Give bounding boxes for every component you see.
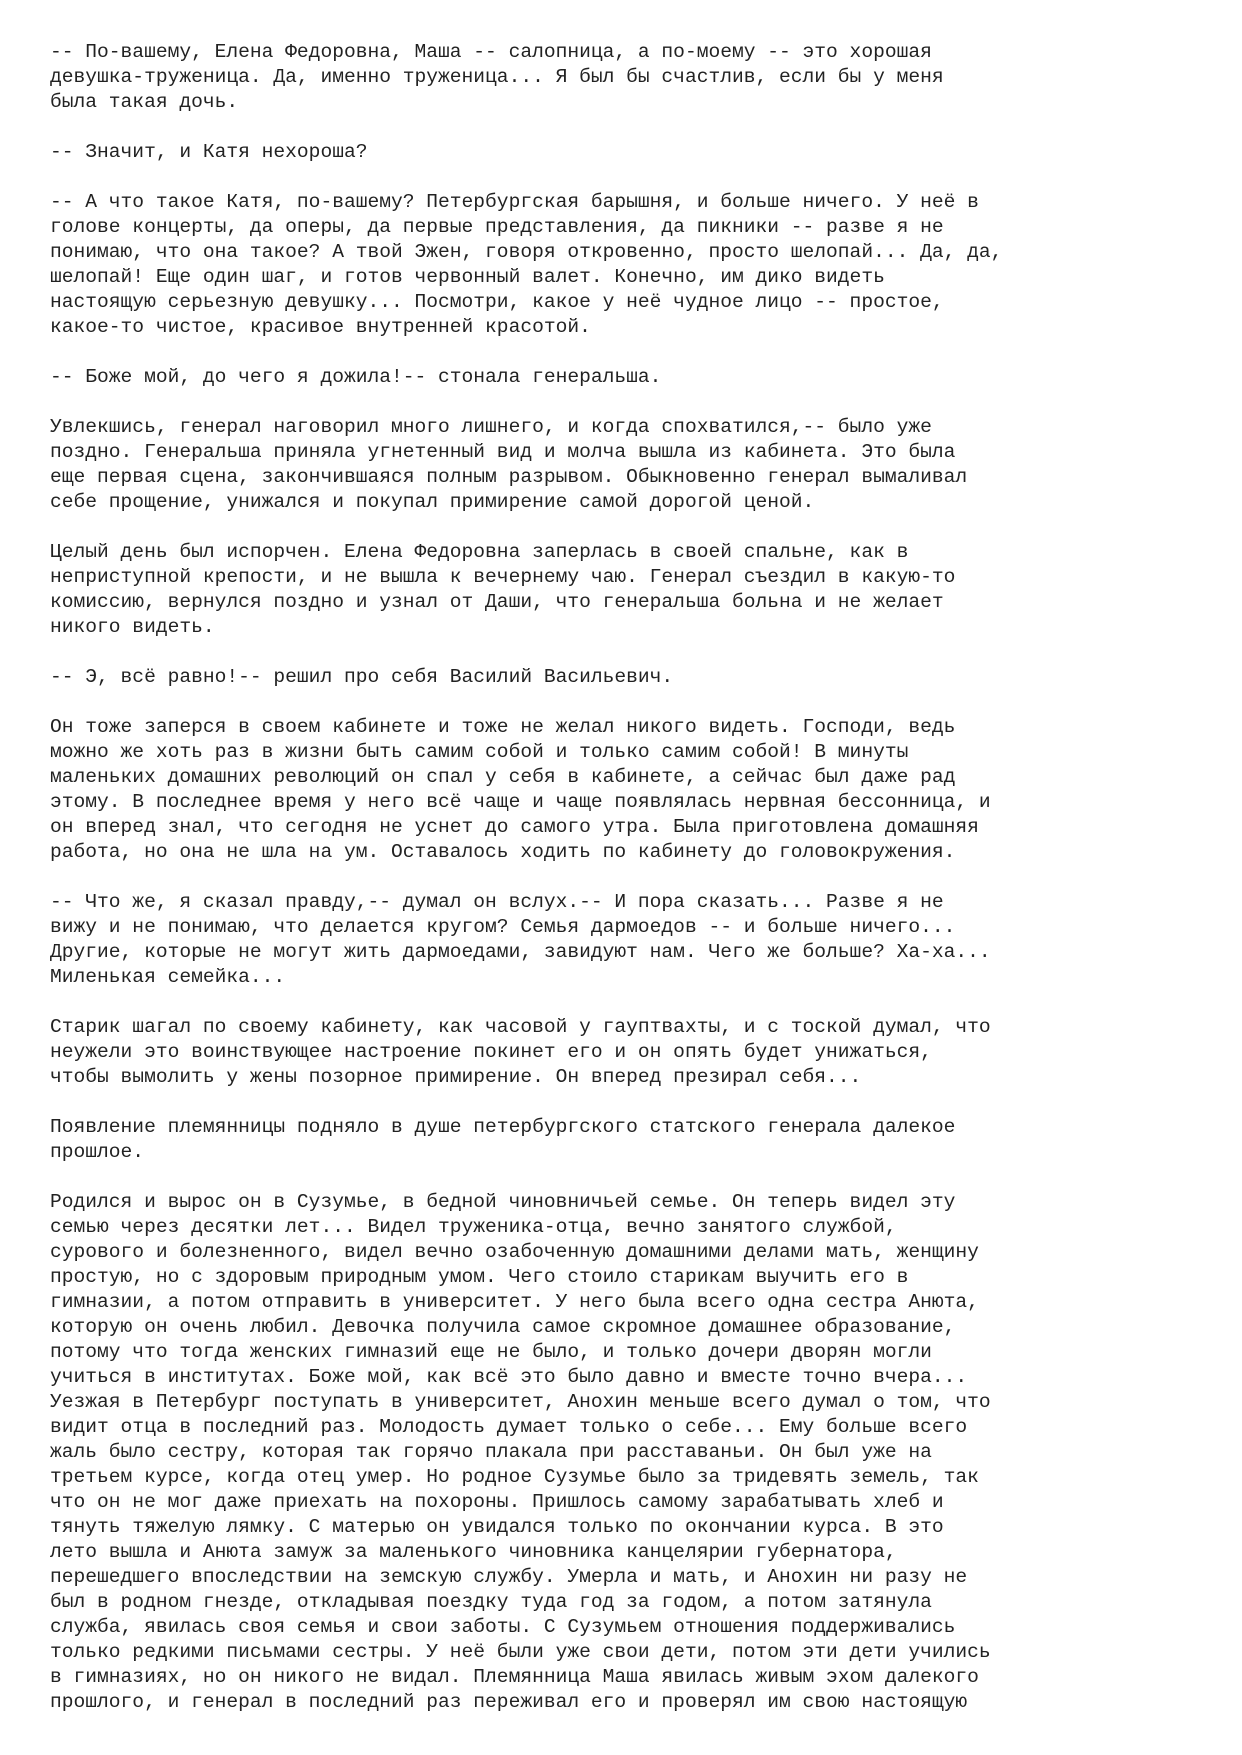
text-line: еще первая сцена, закончившаяся полным разрывом. Обыкновенно генерал вымаливал — [50, 466, 968, 488]
text-line: Увлекшись, генерал наговорил много лишнего, и когда спохватился,-- было уже — [50, 416, 932, 438]
text-line: служба, явилась своя семья и свои заботы. С Сузумьем отношения поддерживались — [50, 1616, 956, 1638]
text-line: жаль было сестру, которая так горячо плакала при расставаньи. Он был уже на — [50, 1441, 932, 1463]
text-line: лето вышла и Анюта замуж за маленького чиновника канцелярии губернатора, — [50, 1541, 897, 1563]
text-line: семью через десятки лет... Видел труженика-отца, вечно занятого службой, — [50, 1216, 897, 1238]
paragraph — [50, 890, 1210, 990]
text-line: -- Боже мой, до чего я дожила!-- стонала генеральша. — [50, 366, 662, 388]
text-line: можно же хоть раз в жизни быть самим собой и только самим собой! В минуты — [50, 741, 909, 763]
text-line: гимназии, а потом отправить в университет. У него была всего одна сестра Анюта, — [50, 1291, 979, 1313]
paragraph — [50, 415, 1210, 515]
text-line: третьем курсе, когда отец умер. Но родное Сузумье было за тридевять земель, так — [50, 1466, 979, 1488]
text-line: тянуть тяжелую лямку. С матерью он увидался только по окончании курса. В это — [50, 1516, 944, 1538]
paragraph — [50, 715, 1210, 865]
text-line: прошлое. — [50, 1141, 145, 1163]
text-line: он вперед знал, что сегодня не уснет до самого утра. Была приготовлена домашняя — [50, 816, 979, 838]
text-line: был в родном гнезде, откладывая поездку туда год за годом, а потом затянула — [50, 1591, 932, 1613]
paragraph — [50, 665, 1210, 690]
text-line: этому. В последнее время у него всё чаще и чаще появлялась нервная бессонница, и — [50, 791, 991, 813]
text-line: никого видеть. — [50, 616, 215, 638]
text-line: Целый день был испорчен. Елена Федоровна заперлась в своей спальне, как в — [50, 541, 909, 563]
text-line: себе прощение, унижался и покупал примирение самой дорогой ценой. — [50, 491, 815, 513]
text-line: -- Что же, я сказал правду,-- думал он вслух.-- И пора сказать... Разве я не — [50, 891, 944, 913]
text-line: -- Э, всё равно!-- решил про себя Василий Васильевич. — [50, 666, 674, 688]
text-line: чтобы вымолить у жены позорное примирение. Он вперед презирал себя... — [50, 1066, 862, 1088]
text-line: учиться в институтах. Боже мой, как всё это было давно и вместе точно вчера... — [50, 1366, 968, 1388]
text-line: в гимназиях, но он никого не видал. Племянница Маша явилась живым эхом далекого — [50, 1666, 979, 1688]
paragraph — [50, 540, 1210, 640]
text-line: сурового и болезненного, видел вечно озабоченную домашними делами мать, женщину — [50, 1241, 979, 1263]
text-line: Другие, которые не могут жить дармоедами, завидуют нам. Чего же больше? Ха-ха... — [50, 941, 991, 963]
text-line: поздно. Генеральша приняла угнетенный вид и молча вышла из кабинета. Это была — [50, 441, 956, 463]
text-line: Родился и вырос он в Сузумье, в бедной чиновничьей семье. Он теперь видел эту — [50, 1191, 956, 1213]
text-line: работа, но она не шла на ум. Оставалось ходить по кабинету до головокружения. — [50, 841, 956, 863]
text-line: вижу и не понимаю, что делается кругом? Семья дармоедов -- и больше ничего... — [50, 916, 956, 938]
document-page — [50, 40, 1210, 1740]
text-line: видит отца в последний раз. Молодость думает только о себе... Ему больше всего — [50, 1416, 968, 1438]
text-line: Миленькая семейка... — [50, 966, 286, 988]
text-line: которую он очень любил. Девочка получила самое скромное домашнее образование, — [50, 1316, 956, 1338]
text-line: простую, но с здоровым природным умом. Чего стоило старикам выучить его в — [50, 1266, 909, 1288]
text-line: какое-то чистое, красивое внутренней красотой. — [50, 316, 591, 338]
text-line: неужели это воинствующее настроение покинет его и он опять будет унижаться, — [50, 1041, 932, 1063]
text-line: неприступной крепости, и не вышла к вечернему чаю. Генерал съездил в какую-то — [50, 566, 956, 588]
text-line: шелопай! Еще один шаг, и готов червонный валет. Конечно, им дико видеть — [50, 266, 885, 288]
text-line: потому что тогда женских гимназий еще не было, и только дочери дворян могли — [50, 1341, 932, 1363]
text-line: -- По-вашему, Елена Федоровна, Маша -- салопница, а по-моему -- это хорошая — [50, 41, 932, 63]
text-line: голове концерты, да оперы, да первые представления, да пикники -- разве я не — [50, 216, 944, 238]
paragraph — [50, 190, 1210, 340]
text-line: Старик шагал по своему кабинету, как часовой у гауптвахты, и с тоской думал, что — [50, 1016, 991, 1038]
text-line: что он не мог даже приехать на похороны. Пришлось самому зарабатывать хлеб и — [50, 1491, 944, 1513]
text-line: перешедшего впоследствии на земскую службу. Умерла и мать, и Анохин ни разу не — [50, 1566, 968, 1588]
text-line: Он тоже заперся в своем кабинете и тоже не желал никого видеть. Господи, ведь — [50, 716, 956, 738]
text-line: была такая дочь. — [50, 91, 239, 113]
text-line: -- Значит, и Катя нехороша? — [50, 141, 368, 163]
paragraph — [50, 365, 1210, 390]
text-line: девушка-труженица. Да, именно труженица... Я был бы счастлив, если бы у меня — [50, 66, 944, 88]
text-line: только редкими письмами сестры. У неё были уже свои дети, потом эти дети учились — [50, 1641, 991, 1663]
paragraph — [50, 40, 1210, 115]
text-line: настоящую серьезную девушку... Посмотри, какое у неё чудное лицо -- простое, — [50, 291, 944, 313]
paragraph — [50, 140, 1210, 165]
text-line: -- А что такое Катя, по-вашему? Петербургская барышня, и больше ничего. У неё в — [50, 191, 979, 213]
text-line: маленьких домашних революций он спал у себя в кабинете, а сейчас был даже рад — [50, 766, 956, 788]
text-line: понимаю, что она такое? А твой Эжен, говоря откровенно, просто шелопай... Да, да, — [50, 241, 1003, 263]
paragraph — [50, 1015, 1210, 1090]
text-line: комиссию, вернулся поздно и узнал от Даши, что генеральша больна и не желает — [50, 591, 944, 613]
text-line: прошлого, и генерал в последний раз переживал его и проверял им свою настоящую — [50, 1691, 968, 1713]
paragraph — [50, 1190, 1210, 1715]
text-line: Появление племянницы подняло в душе петербургского статского генерала далекое — [50, 1116, 956, 1138]
paragraph — [50, 1115, 1210, 1165]
text-line: Уезжая в Петербург поступать в университет, Анохин меньше всего думал о том, что — [50, 1391, 991, 1413]
